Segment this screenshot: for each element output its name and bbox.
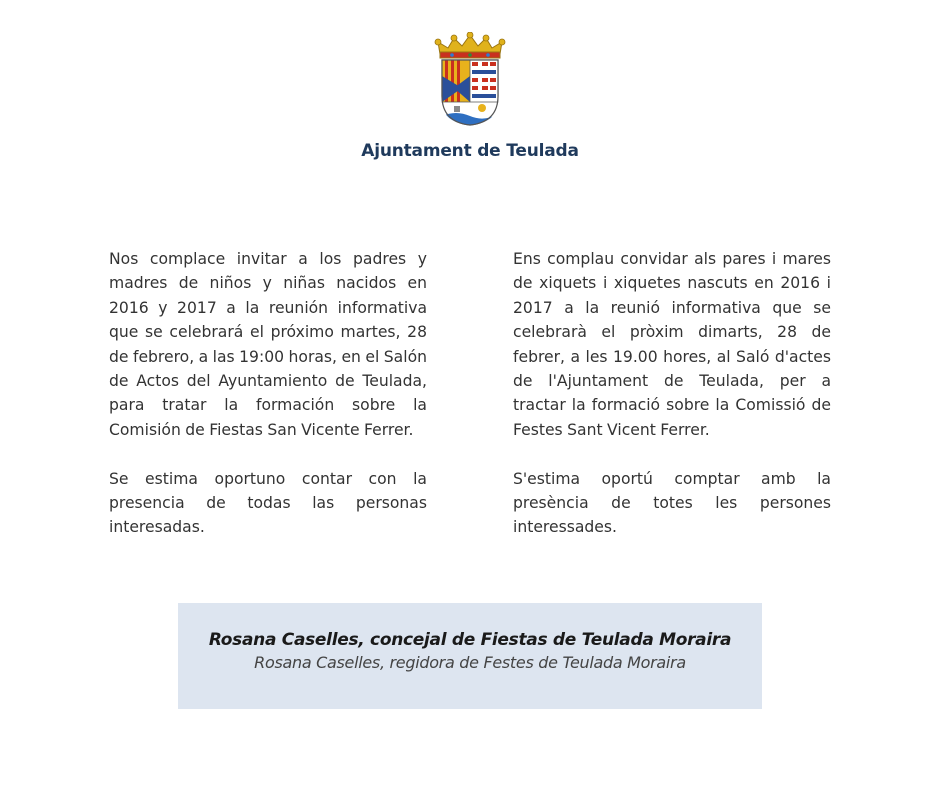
spanish-paragraph-invitation: Nos complace invitar a los padres y madres de niños y niñas nacidos en 2016 y 2017 a la reunión informativa que se celebrará el próximo martes, 28 de febrero, a las 19:00 horas, en el Salón de Actos del Ayuntamiento de Teulada, para tratar la formación sobre la Comisión de Fiestas San Vicente Ferrer. [109,250,427,439]
page-header [0,0,940,180]
signature-spanish: Rosana Caselles, concejal de Fiestas de Teulada Moraira [208,630,732,650]
announcement-valencian [513,247,831,540]
valencian-paragraph-attendance: S'estima oportú comptar amb la presència de totes les persones interessades. [513,469,831,537]
valencian-paragraph-invitation: Ens complau convidar als pares i mares de xiquets i xiquetes nascuts en 2016 i 2017 a la reunió informativa que se celebrarà el pròxim dimarts, 28 de febrer, a les 19.00 hores, al Saló d'actes de l'Ajuntament de Teulada, per a tractar la formació sobre la Comissió de Festes Sant Vicent Ferrer. [513,250,831,439]
signature-valencian: Rosana Caselles, regidora de Festes de Teulada Moraira [254,653,686,672]
signature-box [178,603,762,709]
organization-name: Ajuntament de Teulada [361,141,579,161]
spanish-paragraph-attendance: Se estima oportuno contar con la presencia de todas las personas interesadas. [109,469,427,537]
crown [435,32,505,58]
announcement-spanish [109,247,427,540]
shield [442,60,498,126]
municipal-coat-of-arms-icon [432,32,508,128]
